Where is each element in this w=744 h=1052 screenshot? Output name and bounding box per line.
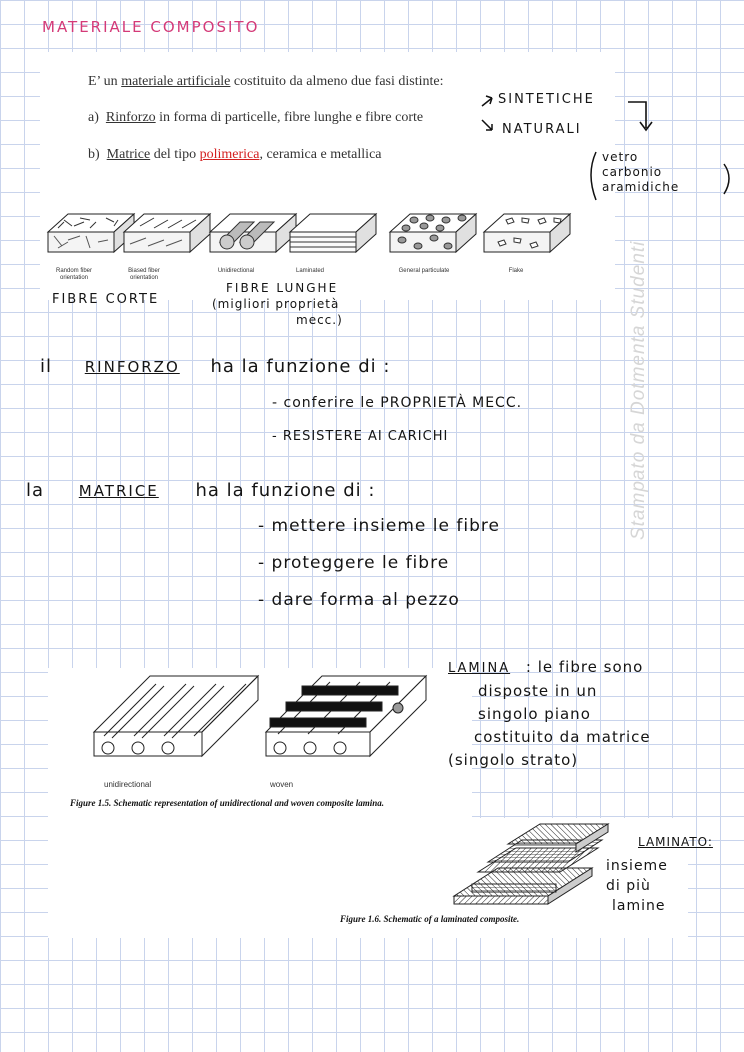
label-woven: woven bbox=[270, 780, 294, 789]
note-naturali: NATURALI bbox=[502, 122, 582, 137]
note-sintetiche: SINTETICHE bbox=[498, 92, 595, 107]
lamina-woven bbox=[266, 676, 426, 756]
caption-figure-1-6: Figure 1.6. Schematic of a laminated composite. bbox=[340, 914, 520, 924]
label-unidirectional: unidirectional bbox=[104, 780, 152, 789]
lamina-note: LAMINA : le fibre sono disposte in un singolo piano costituito da matrice (singolo strato) bbox=[448, 658, 651, 769]
example-carbonio: carbonio bbox=[602, 165, 663, 179]
block-random-fiber bbox=[48, 214, 134, 252]
rinforzo-point-2: - RESISTERE AI CARICHI bbox=[272, 429, 449, 444]
rinforzo-point-1: - conferire le PROPRIETÀ MECC. bbox=[272, 395, 523, 411]
label-fibre-lunghe bbox=[212, 280, 343, 328]
caption-random: Random fiber orientation bbox=[55, 268, 93, 281]
block-biased-fiber bbox=[124, 214, 210, 252]
page-title: MATERIALE COMPOSITO bbox=[42, 18, 260, 36]
caption-flake: Flake bbox=[508, 268, 524, 274]
matrice-term: MATRICE bbox=[78, 482, 159, 500]
caption-figure-1-5: Figure 1.5. Schematic representation of unidirectional and woven composite lamina. bbox=[70, 798, 385, 808]
caption-laminated: Laminated bbox=[295, 268, 325, 274]
matrice-point-2: - proteggere le fibre bbox=[258, 553, 450, 573]
lamina-unidirectional bbox=[94, 676, 258, 756]
matrice-point-3: - dare forma al pezzo bbox=[258, 590, 460, 610]
watermark: Stampato da Dotmenta Studenti bbox=[628, 240, 649, 540]
laminato-note: LAMINATO: insieme di più lamine bbox=[606, 835, 713, 914]
rinforzo-heading: il RINFORZO ha la funzione di : bbox=[40, 356, 391, 377]
fibre-lunghe-line-3: mecc.) bbox=[296, 313, 343, 327]
item-b-matrice: b) Matrice del tipo polimerica, ceramica e metallica bbox=[88, 147, 382, 162]
matrice-heading: la MATRICE ha la funzione di : bbox=[26, 480, 376, 501]
matrice-point-1: - mettere insieme le fibre bbox=[258, 516, 500, 536]
block-laminated bbox=[290, 214, 376, 252]
lamina-term: LAMINA bbox=[448, 661, 511, 676]
block-flake bbox=[484, 214, 570, 252]
bracket-icon bbox=[584, 148, 738, 204]
rinforzo-term: RINFORZO bbox=[84, 358, 180, 376]
block-unidirectional bbox=[210, 214, 296, 252]
laminato-term: LAMINATO: bbox=[638, 835, 713, 849]
caption-unidirectional: Unidirectional bbox=[217, 268, 255, 274]
example-aramidiche: aramidiche bbox=[602, 180, 680, 194]
label-fibre-corte: FIBRE CORTE bbox=[52, 292, 160, 307]
lamina-figure bbox=[90, 672, 430, 762]
intro-text: E’ un materiale artificiale costituito da almeno due fasi distinte: bbox=[88, 74, 444, 89]
fibre-lunghe-line-2: (migliori proprietà bbox=[212, 297, 340, 311]
laminated-composite-figure bbox=[448, 818, 618, 906]
fibre-lunghe-line-1: FIBRE LUNGHE bbox=[226, 281, 339, 295]
reinforcement-types-figure bbox=[44, 206, 584, 268]
item-a-rinforzo: a) Rinforzo in forma di particelle, fibre lunghe e fibre corte bbox=[88, 110, 424, 125]
caption-particulate: General particulate bbox=[398, 268, 450, 274]
caption-biased: Biased fiber orientation bbox=[128, 268, 160, 281]
block-particulate bbox=[390, 214, 476, 252]
example-vetro: vetro bbox=[602, 150, 639, 164]
